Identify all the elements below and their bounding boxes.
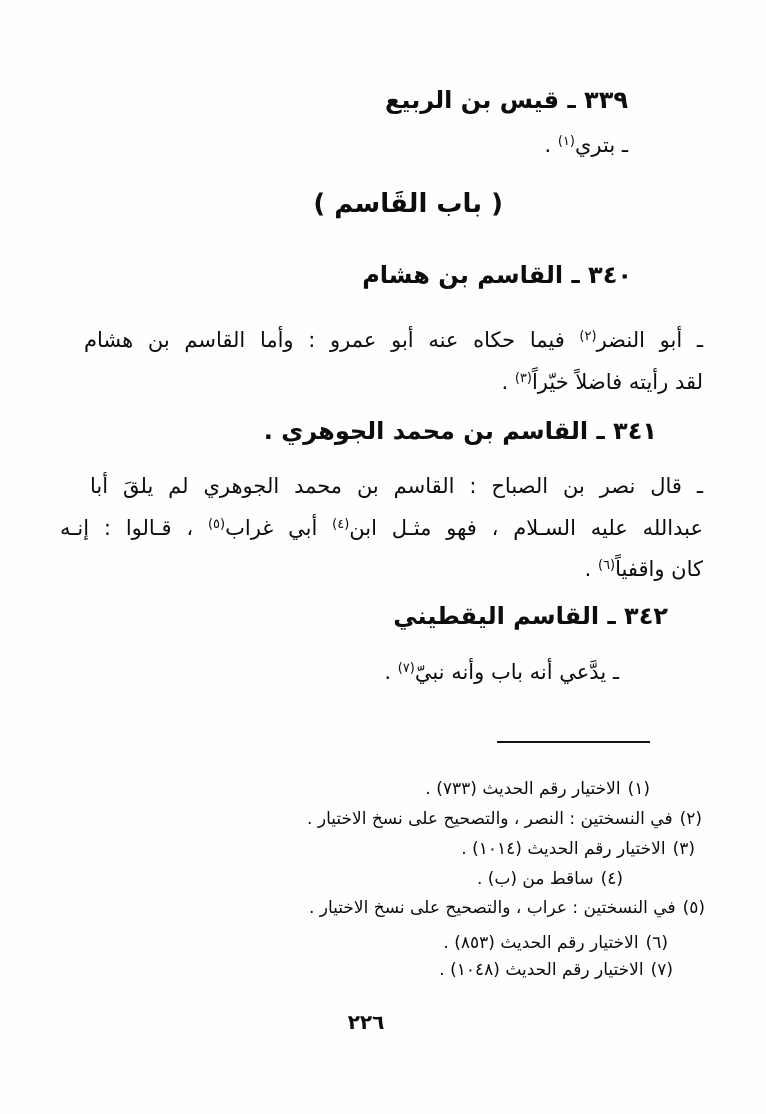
footnote-text: الاختيار رقم الحديث (١٠٤٨) . bbox=[439, 960, 644, 980]
entry-341-paragraph bbox=[60, 468, 703, 589]
footnote-ref-3: (٣) bbox=[514, 370, 532, 386]
footnote-ref-1: (١) bbox=[557, 134, 575, 149]
footnote-6 bbox=[57, 931, 705, 955]
footnote-number: (٧) bbox=[650, 960, 673, 980]
paragraph-line bbox=[60, 506, 703, 548]
footnote-number: (٥) bbox=[682, 898, 705, 918]
paragraph-text: فيما حكاه عنه أبو عمرو : وأما القاسم بن هشام bbox=[84, 328, 580, 352]
footnote-ref-4: (٤) bbox=[332, 516, 350, 532]
entry-341-heading: ٣٤١ ـ القاسم بن محمد الجوهري . bbox=[263, 417, 657, 445]
footnote-7 bbox=[57, 958, 705, 982]
entry-342-heading: ٣٤٢ ـ القاسم اليقطيني bbox=[393, 602, 668, 630]
paragraph-line bbox=[60, 318, 703, 360]
footnote-2 bbox=[57, 807, 705, 831]
footnote-text: الاختيار رقم الحديث (٨٥٣) . bbox=[443, 933, 639, 953]
page-number: ٢٢٦ bbox=[347, 1010, 385, 1034]
footnote-number: (١) bbox=[627, 779, 650, 799]
paragraph-text: أبي غراب bbox=[225, 515, 333, 540]
paragraph-text: . bbox=[384, 660, 398, 684]
paragraph-text: لقد رأيته فاضلاً خيّراً bbox=[531, 369, 703, 394]
footnote-number: (٣) bbox=[672, 839, 695, 859]
paragraph-line bbox=[60, 468, 703, 506]
chapter-heading: ( باب القَاسم ) bbox=[313, 189, 503, 219]
paragraph-text: ـ قال نصر بن الصباح : القاسم بن محمد الجوهري لم يلقَ أبا bbox=[90, 474, 703, 498]
paragraph-text: ـ يدَّعي أنه باب وأنه نبيّ bbox=[414, 660, 619, 684]
footnote-text: الاختيار رقم الحديث (٧٣٣) . bbox=[425, 779, 621, 799]
entry-339-text-end: . bbox=[544, 133, 558, 157]
paragraph-text: ـ أبو النضر bbox=[596, 328, 703, 352]
paragraph-text: عبدالله عليه السـلام ، فهو مثـل ابن bbox=[349, 515, 703, 540]
footnotes-divider bbox=[497, 741, 650, 743]
paragraph-line bbox=[60, 360, 703, 402]
footnote-text: الاختيار رقم الحديث (١٠١٤) . bbox=[461, 839, 666, 859]
footnote-ref-7: (٧) bbox=[397, 661, 415, 676]
footnote-3 bbox=[57, 837, 705, 861]
footnote-5 bbox=[57, 896, 705, 920]
footnote-number: (٤) bbox=[600, 869, 623, 889]
footnote-number: (٢) bbox=[679, 809, 702, 829]
paragraph-text: . bbox=[584, 557, 598, 581]
footnote-number: (٦) bbox=[645, 933, 668, 953]
footnote-ref-2: (٢) bbox=[579, 329, 597, 344]
footnote-text: ساقط من (ب) . bbox=[476, 869, 594, 889]
entry-340-paragraph bbox=[60, 318, 703, 401]
footnote-text: في النسختين : النصر ، والتصحيح على نسخ الاختيار . bbox=[307, 809, 673, 829]
footnote-1 bbox=[57, 777, 705, 801]
paragraph-text: كان واقفياً bbox=[615, 557, 703, 581]
paragraph-text: ، قـالوا : إنـه bbox=[60, 515, 208, 540]
paragraph-text: . bbox=[501, 369, 515, 394]
footnote-ref-6: (٦) bbox=[597, 558, 616, 573]
footnote-4 bbox=[57, 867, 705, 891]
entry-342-body bbox=[384, 660, 619, 684]
entry-339-body bbox=[544, 133, 628, 157]
entry-339-text: ـ بتري bbox=[574, 133, 628, 157]
entry-339-heading: ٣٣٩ ـ قيس بن الربيع bbox=[385, 86, 628, 114]
footnote-ref-5: (٥) bbox=[207, 516, 226, 532]
paragraph-line bbox=[60, 547, 703, 589]
entry-340-heading: ٣٤٠ ـ القاسم بن هشام bbox=[362, 261, 632, 289]
footnote-text: في النسختين : عراب ، والتصحيح على نسخ الاختيار . bbox=[308, 898, 676, 918]
